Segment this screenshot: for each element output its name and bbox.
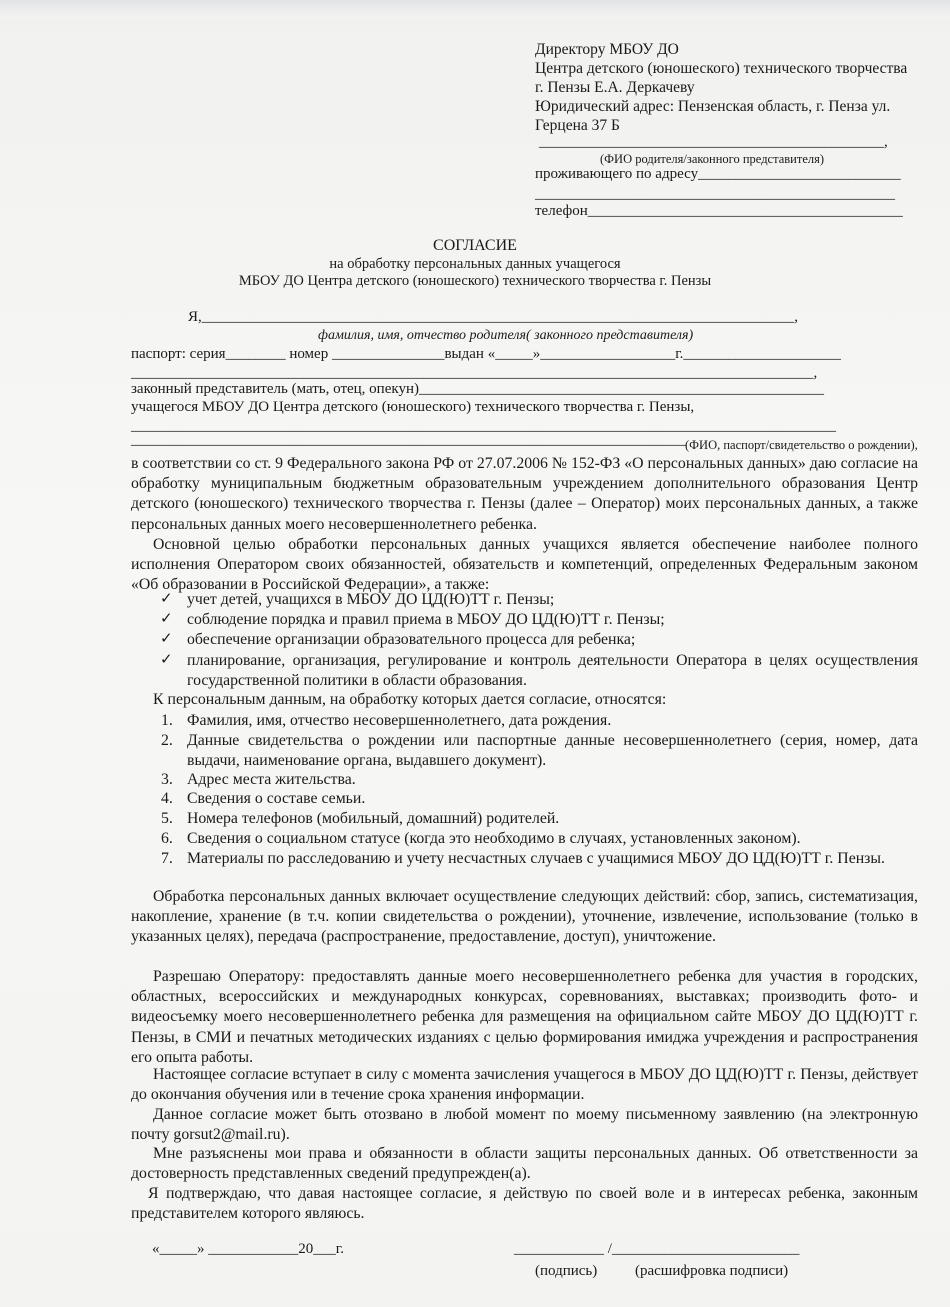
phone-field[interactable]: телефон__________________________________________: [535, 203, 903, 219]
document-subtitle: на обработку персональных данных учащегося: [329, 256, 621, 272]
purpose-bullet: планирование, организация, регулирование и контроль деятельности Оператора в целях осуществления государственной политики в области образования.: [187, 652, 918, 690]
student-name-field[interactable]: ______________________________________________________________________________________________: [131, 418, 836, 434]
signature-caption: (подпись): [535, 1263, 598, 1279]
paragraph-confirmation: Я подтверждаю, что давая настоящее согласие, я действую по своей воле и в интересах ребенка, законным представителем которого являюсь.: [131, 1185, 918, 1223]
paragraph-data-list-intro: К персональным данным, на обработку которых дается согласие, относятся:: [153, 691, 667, 708]
list-number: 3.: [161, 771, 173, 788]
address-field[interactable]: проживающего по адресу___________________________: [535, 166, 901, 182]
data-item: Материалы по расследованию и учету несчастных случаев с учащимися МБОУ ДО ЦД(Ю)ТТ г. Пензы.: [187, 850, 885, 867]
passport-field-2[interactable]: ___________________________________________________________________________________________,: [131, 365, 818, 381]
paragraph-purpose: Основной целью обработки персональных данных учащихся является обеспечение наиболее полного исполнения Оператором своих обязанностей, обязательств и компетенций, определенных Федеральным законом «Об образовании в Российской Федерации», а также:: [131, 536, 918, 594]
address-field-2[interactable]: ________________________________________________: [535, 186, 895, 202]
list-number: 1.: [161, 712, 173, 729]
purpose-bullet: соблюдение порядка и правил приема в МБОУ ДО ЦД(Ю)ТТ г. Пензы;: [187, 611, 665, 628]
list-number: 5.: [161, 810, 173, 827]
list-number: 2.: [161, 732, 173, 749]
parent-name-caption: фамилия, имя, отчество родителя( законного представителя): [318, 328, 694, 343]
purpose-bullet: учет детей, учащихся в МБОУ ДО ЦД(Ю)ТТ г. Пензы;: [187, 591, 555, 608]
paragraph-permission: Разрешаю Оператору: предоставлять данные моего несовершеннолетнего ребенка для участия в городских, областных, всероссийских и международных конкурсах, соревнованиях, выставках; производить фото- и видеосъемку моего несовершеннолетнего ребенка для размещения на официальном сайте МБОУ ДО ЦД(Ю)ТТ г. Пензы, в СМИ и печатных методических изданиях с целью формирования имиджа учреждения и распространения его опыта работы.: [131, 968, 918, 1066]
addressee-line: Герцена 37 Б: [535, 117, 620, 134]
addressee-line: Юридический адрес: Пензенская область, г. Пенза ул.: [535, 98, 891, 115]
addressee-line: г. Пензы Е.А. Деркачеву: [535, 79, 695, 96]
paragraph-validity: Настоящее согласие вступает в силу с момента зачисления учащегося в МБОУ ДО ЦД(Ю)ТТ г. Пензы, действует до окончания обучения или в течение срока хранения информации.: [131, 1066, 918, 1104]
addressee-block: [535, 40, 907, 135]
checkmark-icon: ✓: [160, 652, 173, 668]
data-item: Сведения о составе семьи.: [187, 790, 366, 807]
list-number: 4.: [161, 790, 173, 807]
paragraph-law: в соответствии со ст. 9 Федерального закона РФ от 27.07.2006 № 152-ФЗ «О персональных данных» даю согласие на обработку муниципальным бюджетным образовательным учреждением дополнительного образования Центр детского (юношеского) технического творчества г. Пензы (далее – Оператор) моих персональных данных, а также персональных данных моего несовершеннолетнего ребенка.: [131, 455, 918, 533]
representative-field[interactable]: законный представитель (мать, отец, опекун)______________________________________________________: [131, 381, 824, 397]
paragraph-rights: Мне разъяснены мои права и обязанности в области защиты персональных данных. Об ответственности за достоверность представленных сведений предупрежден(а).: [131, 1145, 918, 1183]
data-item: Адрес места жительства.: [187, 771, 356, 788]
signature-field[interactable]: ____________ /_________________________: [514, 1241, 800, 1257]
data-item: Сведения о социальном статусе (когда это необходимо в случаях, установленных законом).: [187, 830, 801, 847]
scan-edge: [0, 0, 950, 18]
checkmark-icon: ✓: [160, 611, 173, 627]
student-fio-caption: (ФИО, паспорт/свидетельство о рождении),: [685, 438, 918, 452]
paragraph-processing: Обработка персональных данных включает осуществление следующих действий: сбор, запись, систематизация, накопление, хранение (в т.ч. копии свидетельства о рождении), уточнение, извлечение, использование (только в указанных целях), передача (распространение, предоставление, доступ), уничтожение.: [131, 888, 918, 946]
student-line: учащегося МБОУ ДО Центра детского (юношеского) технического творчества г. Пензы,: [131, 399, 695, 415]
paragraph-revocation: Данное согласие может быть отозвано в любой момент по моему письменному заявлению (на электронную почту gorsut2@mail.ru).: [131, 1106, 918, 1144]
list-number: 6.: [161, 830, 173, 847]
addressee-line: Директору МБОУ ДО: [535, 41, 679, 58]
data-item: Данные свидетельства о рождении или паспортные данные несовершеннолетнего (серия, номер, дата выдачи, наименование органа, выдавшего документ).: [187, 732, 918, 770]
document-title: СОГЛАСИЕ: [433, 237, 517, 254]
document-subtitle-2: МБОУ ДО Центра детского (юношеского) технического творчества г. Пензы: [238, 273, 712, 289]
fio-caption: (ФИО родителя/законного представителя): [600, 152, 825, 166]
parent-name-field[interactable]: Я,_______________________________________________________________________________,: [188, 309, 799, 325]
passport-field[interactable]: паспорт: серия________ номер _______________выдан «_____»__________________г._____________________: [131, 346, 841, 362]
fio-blank[interactable]: ______________________________________________,: [539, 134, 888, 150]
signature-decode-caption: (расшифровка подписи): [635, 1263, 789, 1279]
checkmark-icon: ✓: [160, 631, 173, 647]
purpose-bullet: обеспечение организации образовательного процесса для ребенка;: [187, 631, 636, 648]
data-item: Номера телефонов (мобильный, домашний) родителей.: [187, 810, 560, 827]
checkmark-icon: ✓: [160, 591, 173, 607]
data-item: Фамилия, имя, отчество несовершеннолетнего, дата рождения.: [187, 712, 612, 729]
student-name-field-2[interactable]: __________________________________________________________________________: [131, 432, 686, 448]
list-number: 7.: [161, 850, 173, 867]
addressee-line: Центра детского (юношеского) технического творчества: [535, 60, 908, 77]
date-field[interactable]: «_____» ____________20___г.: [152, 1241, 344, 1257]
